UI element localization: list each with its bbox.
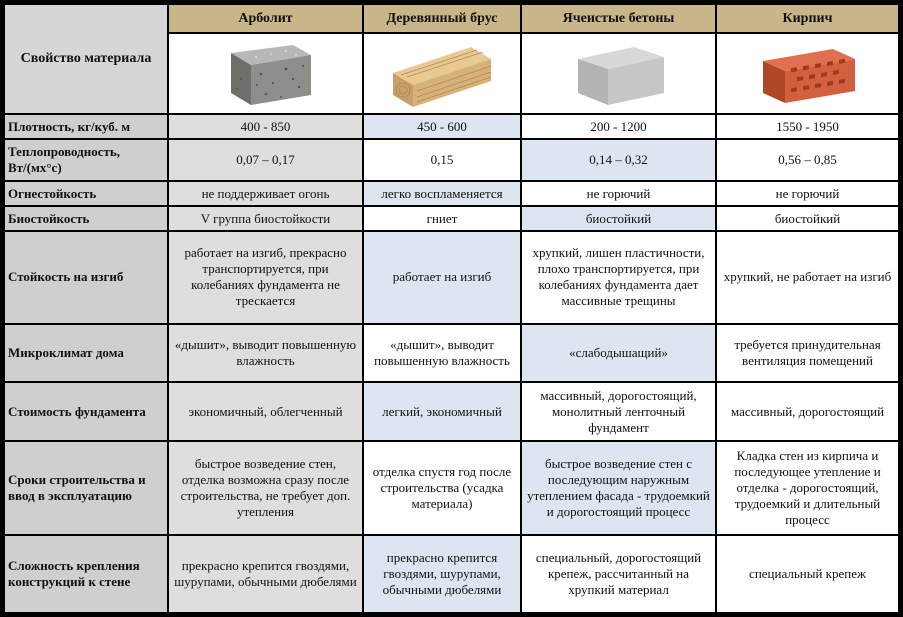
cell-arbolit: 0,07 – 0,17 <box>169 140 362 180</box>
cell-arbolit: V группа биостойкости <box>169 207 362 230</box>
cell-arbolit: экономичный, облегченный <box>169 383 362 440</box>
cell-brick: специальный крепеж <box>717 536 898 612</box>
row-bio-resistance <box>5 207 898 230</box>
cell-brick: Кладка стен из кирпича и последующее утепление и отделка - дорогостоящий, трудоемкий и длительный процесс <box>717 442 898 534</box>
cell-aerated-concrete: хрупкий, лишен пластичности, плохо транспортируется, при колебаниях фундамента дает массивные трещины <box>522 232 715 322</box>
cell-brick: требуется принудительная вентиляция помещений <box>717 325 898 382</box>
cell-aerated-concrete: биостойкий <box>522 207 715 230</box>
cell-timber: отделка спустя год после строительства (усадка материала) <box>364 442 520 534</box>
row-label: Биостойкость <box>5 207 167 230</box>
material-header-arbolit: Арболит <box>169 5 362 32</box>
cell-aerated-concrete: специальный, дорогостоящий крепеж, рассчитанный на хрупкий материал <box>522 536 715 612</box>
row-label: Теплопроводность, Вт/(мх°с) <box>5 140 167 180</box>
cell-timber: прекрасно крепится гвоздями, шурупами, обычными дюбелями <box>364 536 520 612</box>
material-header-aerated-concrete: Ячеистые бетоны <box>522 5 715 32</box>
cell-timber: легкий, экономичный <box>364 383 520 440</box>
cell-aerated-concrete: 0,14 – 0,32 <box>522 140 715 180</box>
cell-brick: хрупкий, не работает на изгиб <box>717 232 898 322</box>
cell-brick: 1550 - 1950 <box>717 115 898 138</box>
row-thermal-conductivity <box>5 140 898 180</box>
row-label: Сложность крепления конструкций к стене <box>5 536 167 612</box>
cell-timber: 0,15 <box>364 140 520 180</box>
material-header-brick: Кирпич <box>717 5 898 32</box>
row-label: Огнестойкость <box>5 182 167 205</box>
row-fastening-complexity <box>5 536 898 612</box>
row-fire-resistance <box>5 182 898 205</box>
row-microclimate <box>5 325 898 382</box>
timber-beam-image <box>364 34 520 113</box>
row-label: Сроки строительства и ввод в эксплуатацию <box>5 442 167 534</box>
cell-arbolit: не поддерживает огонь <box>169 182 362 205</box>
cell-aerated-concrete: не горючий <box>522 182 715 205</box>
row-label: Стоимость фундамента <box>5 383 167 440</box>
cell-aerated-concrete: массивный, дорогостоящий, монолитный ленточный фундамент <box>522 383 715 440</box>
cell-brick: массивный, дорогостоящий <box>717 383 898 440</box>
brick-image <box>717 34 898 113</box>
cell-arbolit: 400 - 850 <box>169 115 362 138</box>
cell-arbolit: работает на изгиб, прекрасно транспортируется, при колебаниях фундамента не трескается <box>169 232 362 322</box>
cell-arbolit: прекрасно крепится гвоздями, шурупами, обычными дюбелями <box>169 536 362 612</box>
material-header-timber: Деревянный брус <box>364 5 520 32</box>
cell-arbolit: «дышит», выводит повышенную влажность <box>169 325 362 382</box>
arbolit-block-image <box>169 34 362 113</box>
cell-timber: «дышит», выводит повышенную влажность <box>364 325 520 382</box>
row-construction-time <box>5 442 898 534</box>
row-label: Микроклимат дома <box>5 325 167 382</box>
cell-brick: 0,56 – 0,85 <box>717 140 898 180</box>
row-bending-strength <box>5 232 898 322</box>
row-label: Стойкость на изгиб <box>5 232 167 322</box>
cell-arbolit: быстрое возведение стен, отделка возможна сразу после строительства, не требует доп. утепления <box>169 442 362 534</box>
cell-timber: гниет <box>364 207 520 230</box>
cell-timber: 450 - 600 <box>364 115 520 138</box>
row-label: Плотность, кг/куб. м <box>5 115 167 138</box>
comparison-table-frame <box>3 3 900 614</box>
aerated-concrete-block-image <box>522 34 715 113</box>
cell-timber: легко воспламеняется <box>364 182 520 205</box>
cell-timber: работает на изгиб <box>364 232 520 322</box>
material-comparison-table <box>3 3 900 614</box>
row-density <box>5 115 898 138</box>
property-header: Свойство материала <box>5 5 167 113</box>
header-row <box>5 5 898 32</box>
row-foundation-cost <box>5 383 898 440</box>
cell-aerated-concrete: быстрое возведение стен с последующим наружным утеплением фасада - трудоемкий и дорогостоящий процесс <box>522 442 715 534</box>
cell-brick: биостойкий <box>717 207 898 230</box>
cell-brick: не горючий <box>717 182 898 205</box>
cell-aerated-concrete: «слабодышащий» <box>522 325 715 382</box>
cell-aerated-concrete: 200 - 1200 <box>522 115 715 138</box>
